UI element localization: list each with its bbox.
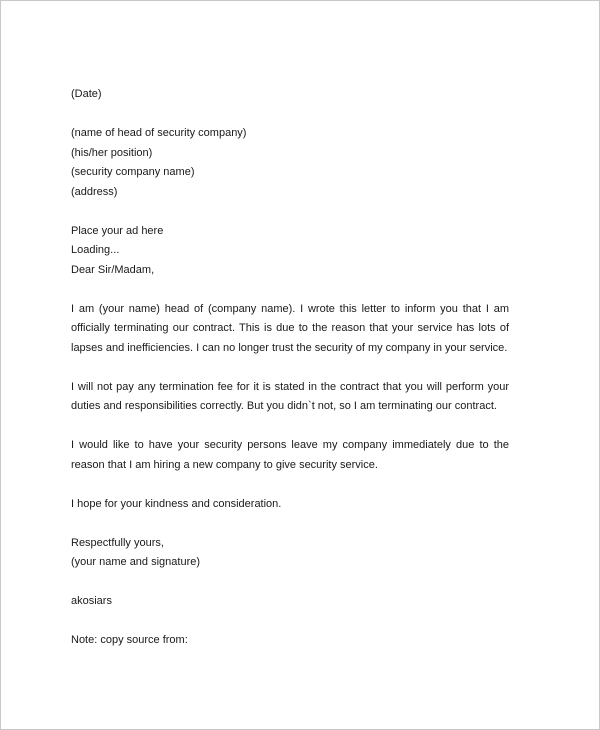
paragraph-3: I would like to have your security persons leave my company immediately due to the reason that I am hiring a new company to give security service. xyxy=(71,439,509,471)
recipient-position: (his/her position) xyxy=(71,146,153,159)
signature: (your name and signature) xyxy=(71,556,201,568)
recipient-name: (name of head of security company) xyxy=(71,127,247,139)
letter-date: (Date) xyxy=(71,88,102,100)
closing: Respectfully yours, xyxy=(71,536,164,549)
footer-name: akosiars xyxy=(71,595,112,607)
recipient-block xyxy=(71,124,509,202)
letter-body xyxy=(71,85,509,651)
recipient-company: (security company name) xyxy=(71,166,195,178)
ad-placeholder: Place your ad here xyxy=(71,224,164,237)
paragraph-4: I hope for your kindness and consideration. xyxy=(71,497,282,510)
source-note: Note: copy source from: xyxy=(71,634,188,646)
recipient-address: (address) xyxy=(71,185,118,198)
paragraph-2: I will not pay any termination fee for it is stated in the contract that you will perform your duties and responsibilities correctly. But you didn`t not, so I am terminating our contract. xyxy=(71,380,509,412)
paragraph-1: I am (your name) head of (company name). I wrote this letter to inform you that I am officially terminating our contract. This is due to the reason that your service has lots of lapses and inefficiencies. I can no longer trust the security of my company in your service. xyxy=(71,302,509,354)
loading-text: Loading... xyxy=(71,244,120,256)
salutation: Dear Sir/Madam, xyxy=(71,263,155,276)
